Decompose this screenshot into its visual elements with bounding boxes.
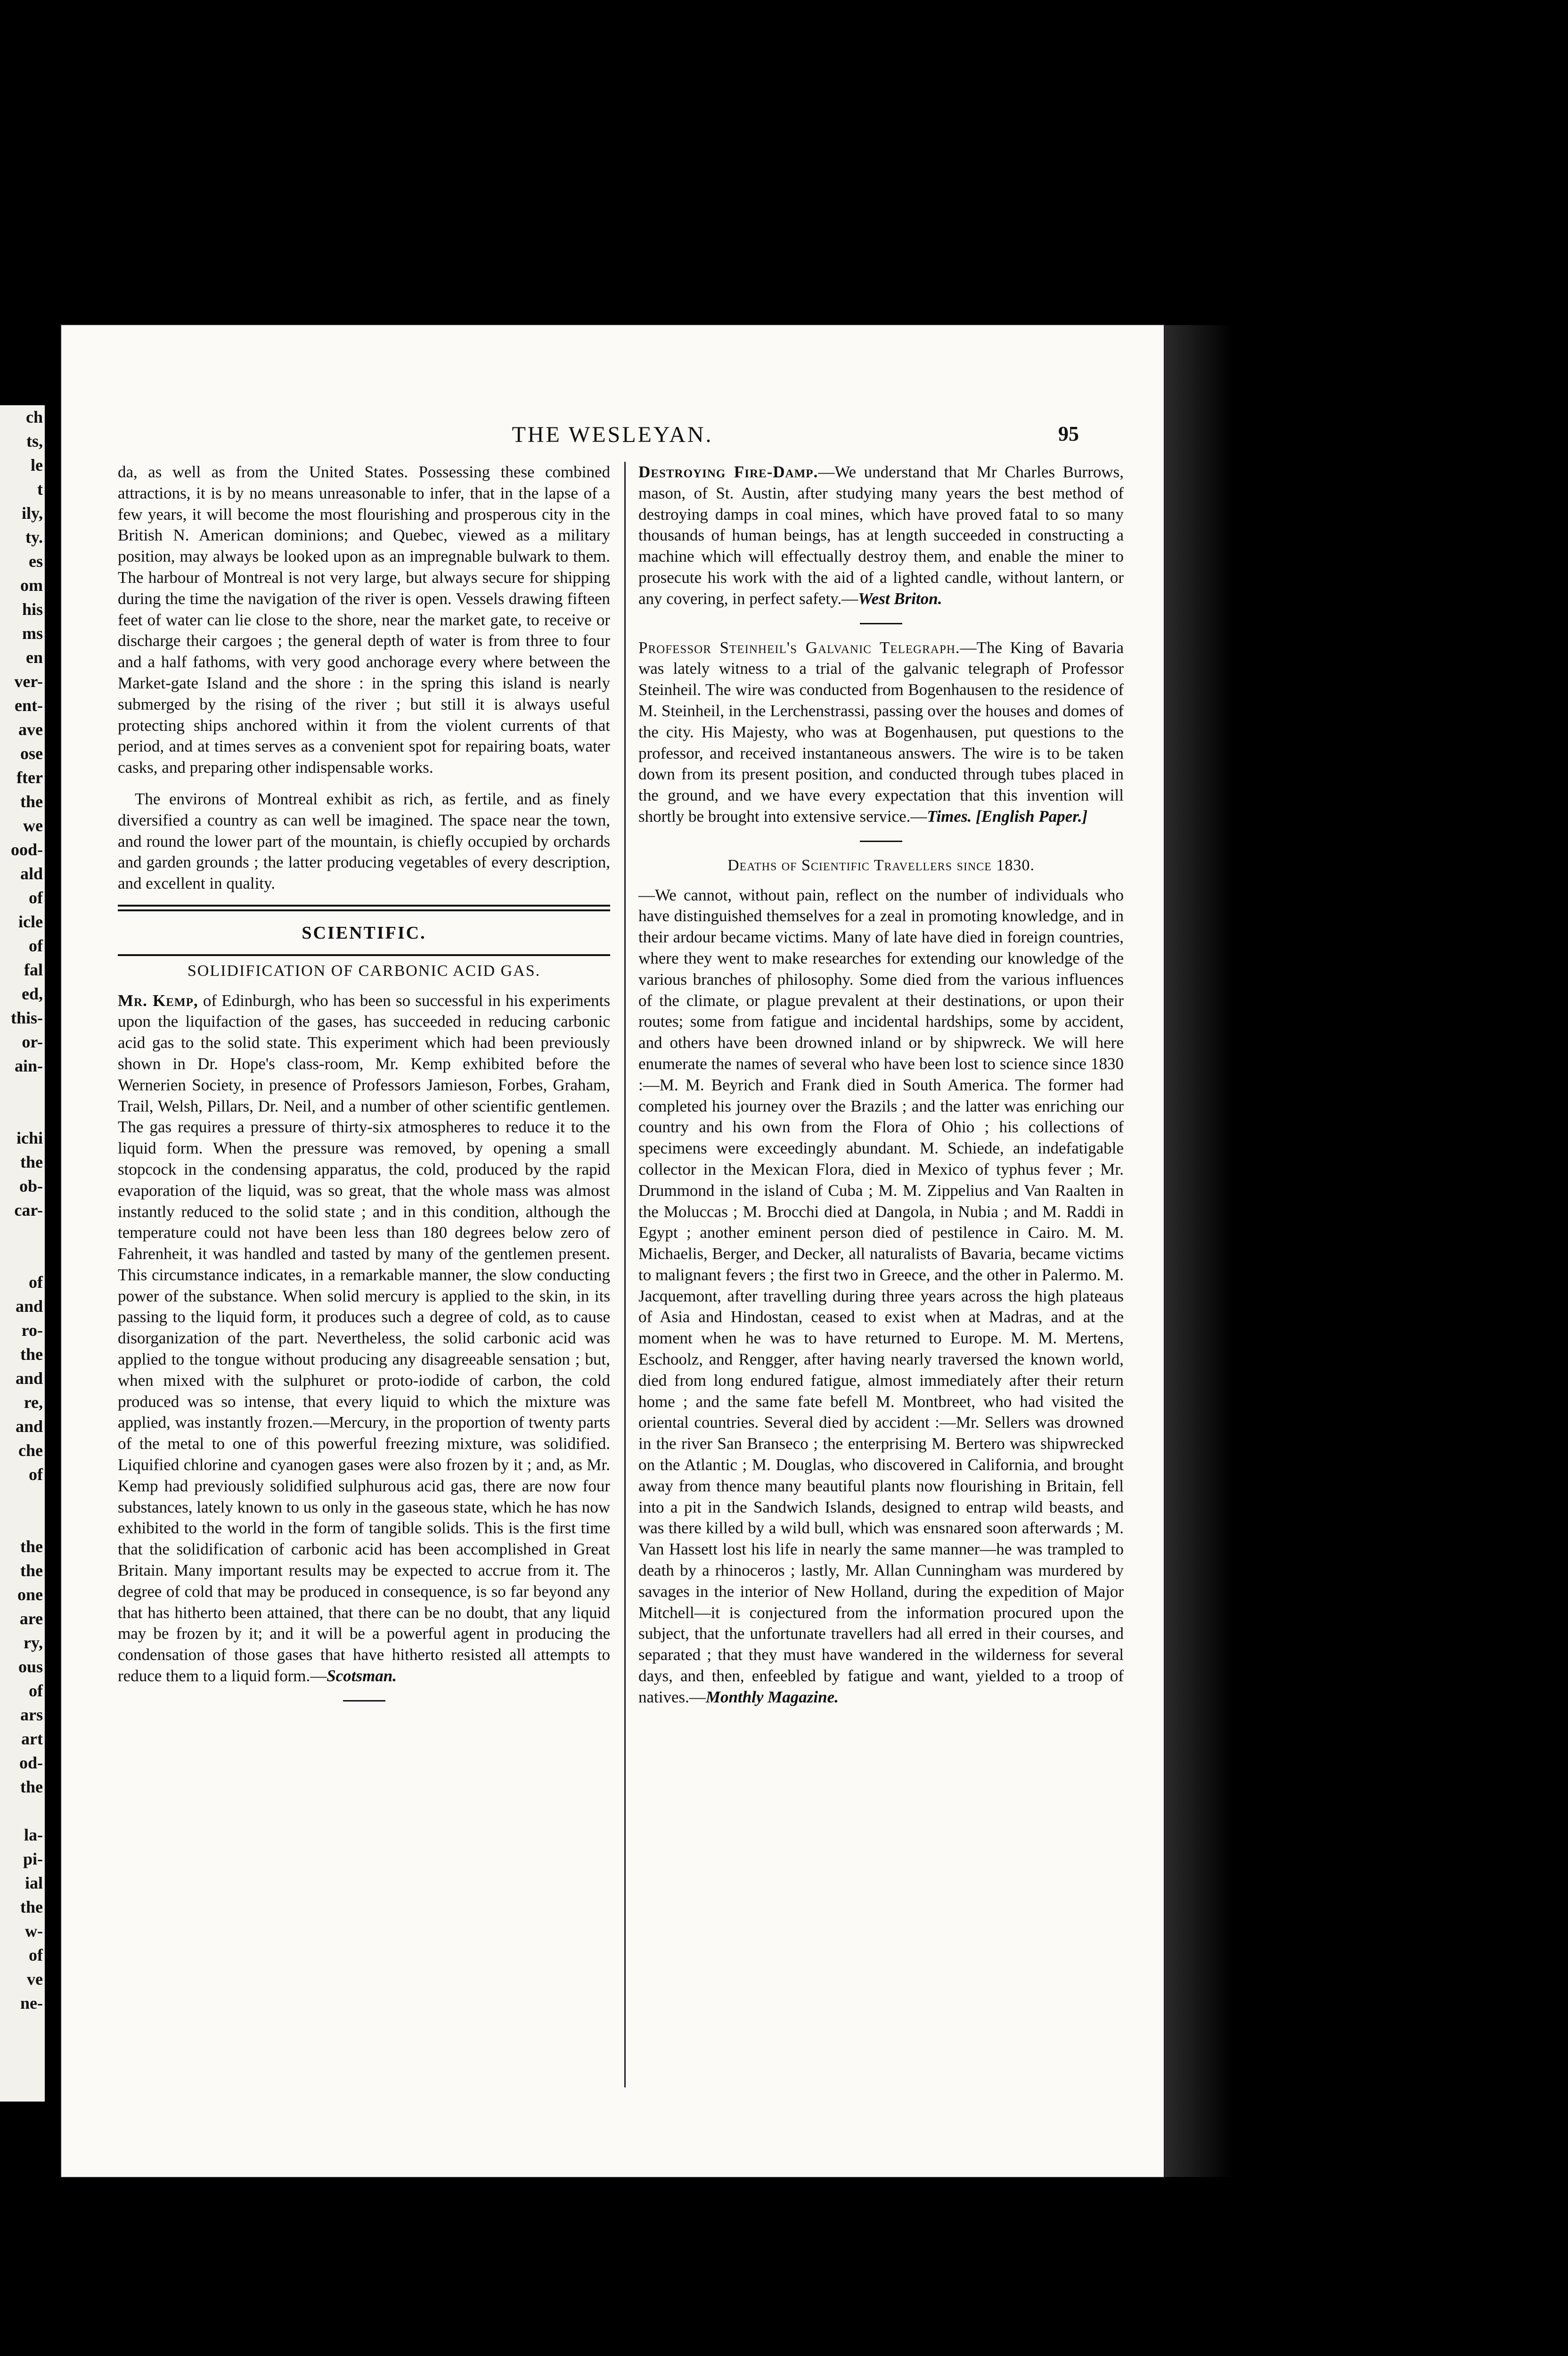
running-title: THE WESLEYAN. [512,422,713,447]
firedamp-body: —We understand that Mr Charles Burrows, mason, of St. Austin, after studying many years the best method of destroying damps in coal mines, which have proved fatal to so many thousands of human beings, has at length succeeded in constructing a machine which will effectually destroy them, and enable the miner to prosecute his work with the aid of a lighted candle, without lantern, or any covering, in perfect safety.— [638,463,1124,608]
sliver-fragment: the [20,1561,43,1580]
sliver-fragment: w- [25,1922,43,1940]
sliver-fragment: la- [24,1825,43,1844]
article-lead: Mr. Kemp, [118,991,198,1010]
section-rule [118,905,610,911]
sliver-fragment: this- [10,1008,43,1027]
telegraph-body: —The King of Bavaria was lately witness to a trial of the galvanic telegraph of Professor Steinheil. The wire was conducted from Bogenhausen to the residence of M. Steinheil, in the Lerchenstrassi, passing over the houses and domes of the city. His Majesty, who was at Bogenhausen, put questions to the professor, and received instantaneous answers. The wire is to be taken down from its present position, and conducted through tubes placed in the ground, and we have every expectation that this invention will shortly be brought into extensive service.— [638,638,1124,826]
sliver-fragment: che [18,1441,43,1460]
sliver-fragment [0,1487,45,1511]
deaths-body: —We cannot, without pain, reflect on the number of individuals who have distinguished themselves for a zeal in promoting knowledge, and in their ardour became victims. Many of late have died in foreign countries, where they went to make researches for extending our knowledge of the various branches of philosophy. Some died from the various influences of the climate, or plague prevalent at their destinations, or upon their routes; some from fatigue and incidental hardships, some by accident, and others have been drowned inland or by shipwreck. We will here enumerate the names of several who have been lost to science since 1830 :—M. M. Beyrich and Frank died in South America. The former had completed his journey over the Brazils ; and the latter was enriching our country and his own from the Flora of Ohio ; his collections of specimens were exceedingly abundant. M. Schiede, an indefatigable collector in the Mexican Flora, died in Mexico of typhus fever ; Mr. Drummond in the island of Cuba ; M. M. Zippelius and Van Raalten in the Moluccas ; M. Brocchi died at Dangola, in Nubia ; and M. Raddi in Egypt ; another eminent person died of pestilence in Cairo. M. M. Michaelis, Berger, and Decker, all naturalists of Bavaria, became victims to malignant fevers ; the first two in Greece, and the other in Palermo. M. Jacquemont, after travelling during three years across the high plateaus of Asia and Hindostan, ceased to exist when at Madras, and at the moment when he was to have returned to Europe. M. M. Mertens, Eschoolz, and Rengger, after having nearly traversed the known world, died from long endured fatigue, almost immediately after their return home ; and the same fate befell M. Montbreet, who had visited the oriental countries. Several died by accident :—Mr. Sellers was drowned in the river San Branseco ; the enterprising M. Bertero was shipwrecked on the Atlantic ; M. Douglas, who discovered in California, and brought away from thence many beautiful plants now flourishing in Britain, fell into a pit in the Sandwich Islands, designed to entrap wild beasts, and was there killed by a wild bull, which was ensnared soon afterwards ; M. Van Hassett lost his life in nearly the same manner—he was trampled to death by a rhinoceros ; lastly, Mr. Allan Cunningham was murdered by savages in the interior of New Holland, during the expedition of Major Mitchell—it is conjectured from the information procured upon the subject, that the unfortunate travellers had all erred in their courses, and separated ; that they must have wandered in the wilderness for several days, and then, enfeebled by fatigue and want, yielded to a troop of natives.— [638,885,1124,1706]
sliver-fragment: the [20,1537,43,1556]
sliver-fragment: ed, [22,984,43,1003]
sliver-fragment: car- [14,1201,43,1219]
book-page [61,325,1164,2177]
sliver-fragment: ty. [25,528,43,547]
sliver-fragment: ily, [21,504,43,523]
article-source: Scotsman. [327,1667,397,1685]
telegraph-lead: Professor Steinheil's Galvanic Telegraph. [638,638,960,657]
sliver-fragment: or- [22,1032,43,1051]
sliver-fragment: one [17,1585,43,1604]
sliver-fragment: and [15,1297,43,1316]
sliver-fragment: ald [20,864,43,883]
sliver-fragment: and [15,1369,43,1388]
montreal-paragraph-1: da, as well as from the United States. Possessing these combined attractions, it is by no means unreasonable to infer, that in the lapse of a few years, it will become the most flourishing and prosperous city in the British N. American dominions; and Quebec, viewed as a military position, may always be looked upon as an impregnable bulwark to them. The harbour of Montreal is not very large, but always secure for shipping during the time the navigation of the river is open. Vessels drawing fifteen feet of water can lie close to the shore, near the market gate, to receive or discharge their cargoes ; the general depth of water is from three to four and a half fathoms, with very good anchorage every where between the Market-gate Island and the shore : in the spring this island is nearly submerged by the rising of the river ; but still it is always useful protecting ships anchored within it from the violent currents of that period, and at times serves as a convenient spot for repairing boats, water casks, and preparing other indispensable works. [118,463,610,777]
deaths-paragraph [638,885,1124,1708]
sliver-fragment: ro- [21,1321,43,1340]
article-title: SOLIDIFICATION OF CARBONIC ACID GAS. [187,962,541,980]
deaths-title: Deaths of Scientific Travellers since 1830. [727,856,1035,874]
sliver-fragment: om [20,576,43,595]
sliver-fragment: the [20,1898,43,1916]
sliver-fragment: of [29,1946,43,1964]
sliver-fragment: en [26,648,43,667]
sliver-fragment [0,1078,45,1102]
sliver-fragment: ob- [19,1177,43,1195]
sliver-fragment: ts, [26,432,43,450]
section-heading: SCIENTIFIC. [302,923,426,943]
sliver-fragment: the [20,792,43,811]
sliver-fragment [0,1246,45,1270]
deaths-source: Monthly Magazine. [705,1687,839,1706]
sliver-fragment [0,1511,45,1535]
sliver-fragment [0,1799,45,1823]
sliver-fragment: es [29,552,43,571]
sliver-fragment: t [37,480,43,499]
sliver-fragment: icle [18,912,43,931]
firedamp-paragraph [638,462,1124,610]
sliver-fragment: fal [24,960,43,979]
sliver-fragment: ial [24,1873,43,1892]
sliver-fragment [0,1222,45,1246]
montreal-paragraph-2: The environs of Montreal exhibit as rich, as fertile, and as finely diversified a country as can well be imagined. The space near the town, and round the lower part of the mountain, is chiefly occupied by orchards and garden grounds ; the latter producing vegetables of every description, and excellent in quality. [118,789,610,893]
sliver-fragment: his [22,600,43,619]
sliver-fragment: the [20,1153,43,1171]
firedamp-lead: Destroying Fire-Damp. [638,463,818,481]
sliver-fragment: ave [18,720,43,739]
sliver-fragment: of [29,936,43,955]
end-rule [343,1700,385,1702]
sliver-fragment: fter [16,768,43,787]
telegraph-paragraph [638,638,1124,827]
left-column [118,462,610,1715]
sliver-fragment: ne- [20,1994,43,2012]
sliver-fragment: of [29,888,43,907]
sliver-fragment: are [19,1609,43,1628]
sliver-fragment: of [29,1465,43,1484]
telegraph-source: Times. [English Paper.] [927,807,1088,826]
sliver-fragment: the [20,1777,43,1796]
firedamp-source: West Briton. [858,589,942,608]
sliver-fragment: ars [20,1705,43,1724]
sliver-fragment: ose [20,744,43,763]
article-separator [860,623,902,624]
sliver-fragment: ous [18,1657,43,1676]
sliver-fragment: ichi [16,1129,43,1147]
article-body: of Edinburgh, who has been so successful in his experiments upon the liquifaction of the gases, has succeeded in reducing carbonic acid gas to the solid state. This experiment which had been previously shown in Dr. Hope's class-room, Mr. Kemp exhibited before the Wernerien Society, in presence of Professors Jamieson, Forbes, Graham, Trail, Welsh, Pillars, Dr. Neil, and a number of other scientific gentlemen. The gas requires a pressure of thirty-six atmospheres to reduce it to the liquid form. When the pressure was removed, by opening a small stopcock in the condensing apparatus, the cold, produced by the rapid evaporation of the liquid, was so great, that the whole mass was almost instantly reduced to the solid state ; and in this condition, although the temperature could not have been less than 180 degrees below zero of Fahrenheit, it was handled and tasted by many of the gentlemen present. This circumstance indicates, in a remarkable manner, the slow conducting power of the substance. When solid mercury is applied to the skin, in its passing to the liquid form, it produces such a degree of cold, as to cause disorganization of the part. Nevertheless, the solid carbonic acid was applied to the tongue without producing any disagreeable sensation ; but, when mixed with the sulphuret or proto-iodide of carbon, the cold produced was so intense, that every liquid to which the mixture was applied, was instantly frozen.—Mercury, in the proportion of twenty parts of the metal to one of this powerful freezing mixture, was solidified. Liquified chlorine and cyanogen gases were also frozen by it ; and, as Mr. Kemp had previously solidified sulphurous acid gas, there are now four substances, lately known to us only in the gaseous state, which he has now exhibited to the world in the form of tangible solids. This is the first time that the solidification of carbonic acid has been accomplished in Great Britain. Many important results may be expected to accrue from it. The degree of cold that may be produced in consequence, is so far beyond any that has hitherto been attained, that there can be no doubt, that any liquid may be frozen by it; and it will be a powerful agent in producing the condensation of those gases that have hitherto resisted all attempts to reduce them to a liquid form.— [118,991,610,1685]
column-divider [624,462,626,2087]
sliver-fragment: ry, [24,1633,43,1652]
sliver-fragment: ch [26,408,43,426]
sliver-fragment: art [21,1729,43,1748]
sliver-fragment [0,1102,45,1126]
sliver-fragment: le [31,456,43,474]
sliver-fragment: ent- [15,696,43,715]
sliver-fragment: pi- [23,1849,43,1868]
page-number: 95 [1058,422,1079,445]
right-column [638,462,1124,1718]
page-header [118,422,1107,455]
article-paragraph [118,990,610,1687]
sliver-fragment: of [29,1681,43,1700]
sliver-fragment: of [29,1273,43,1292]
sliver-fragment: and [15,1417,43,1436]
sliver-fragment: ms [22,624,43,643]
section-rule-lower [118,954,610,956]
sliver-fragment: we [23,816,43,835]
sliver-fragment: ve [27,1970,43,1988]
sliver-fragment: od- [19,1753,43,1772]
sliver-fragment: the [20,1345,43,1364]
binding-shadow [1164,325,1263,2177]
sliver-fragment: ood- [10,840,43,859]
article-separator [860,841,902,842]
adjacent-page-sliver [0,405,45,2102]
sliver-fragment: ver- [14,672,43,691]
sliver-fragment: re, [24,1393,43,1412]
sliver-fragment: ain- [14,1056,43,1075]
